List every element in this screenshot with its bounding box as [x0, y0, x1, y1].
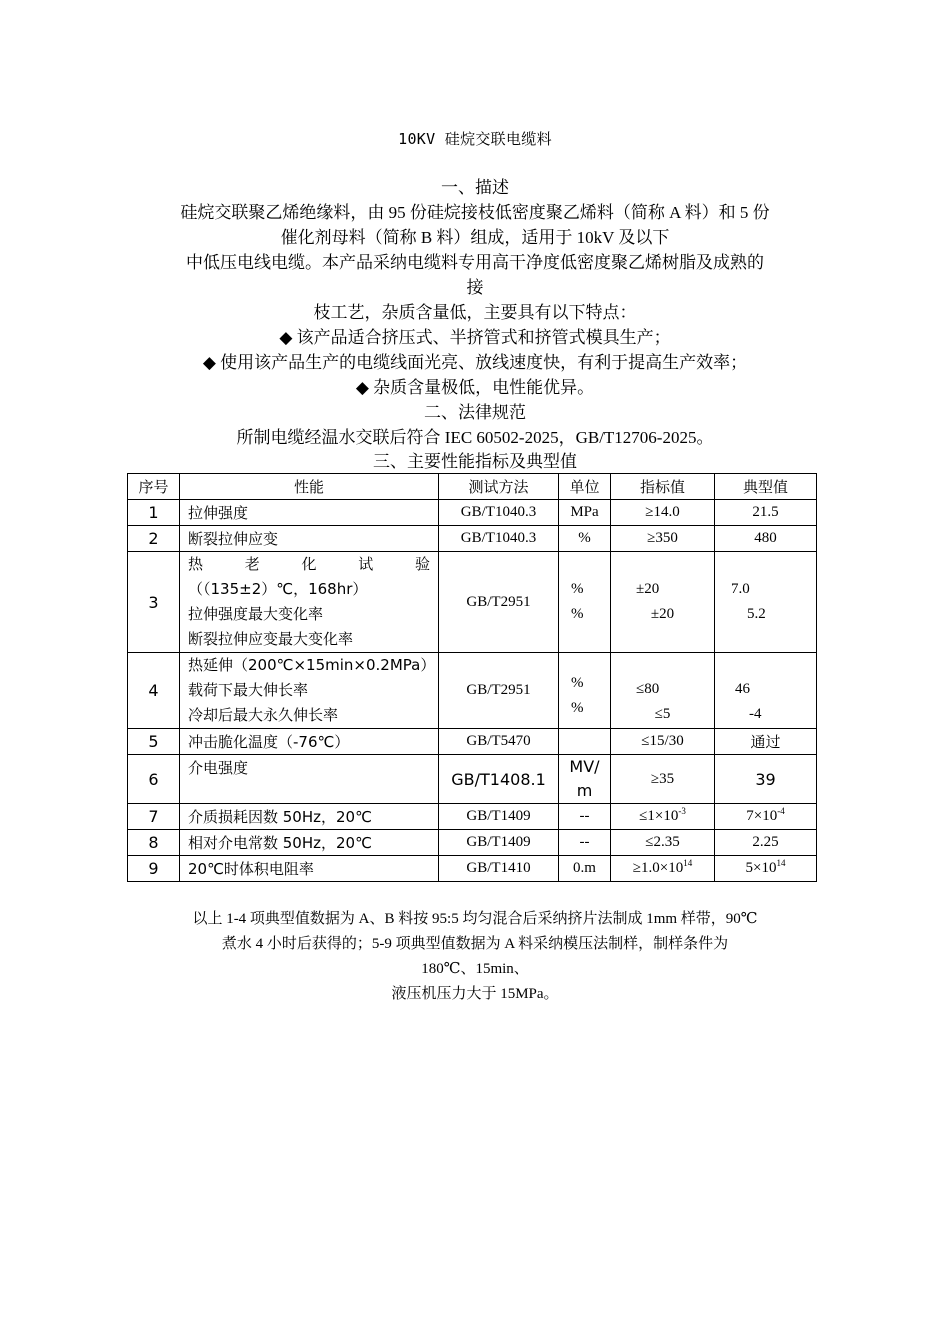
spec-value-cell: ≤15/30 — [611, 729, 715, 755]
unit-cell: -- — [559, 804, 611, 830]
typical-base: 5×10 — [745, 860, 777, 876]
method-cell: GB/T1410 — [439, 856, 559, 882]
footnote-line: 以上 1-4 项典型值数据为 A、B 料按 95:5 均匀混合后采纳挤片法制成 1mm 样带，90℃ — [192, 911, 758, 927]
header-cell: 性能 — [180, 474, 439, 500]
property-line: 载荷下最大伸长率 — [188, 681, 309, 699]
spec-value-cell: ≥35 — [611, 755, 715, 804]
unit-cell — [559, 755, 611, 804]
table-row — [128, 830, 817, 856]
row-number: 1 — [128, 500, 180, 526]
property-cell: 介质损耗因数 50Hz，20℃ — [180, 804, 439, 830]
unit-line: % — [571, 581, 584, 597]
method-cell: GB/T1408.1 — [439, 755, 559, 804]
header-cell: 典型值 — [715, 474, 817, 500]
section-heading-standards: 二、法律规范 — [424, 403, 526, 422]
property-cell: 相对介电常数 50Hz，20℃ — [180, 830, 439, 856]
description-line: 中低压电线电缆。本产品采纳电缆料专用高干净度低密度聚乙烯树脂及成熟的 — [186, 253, 764, 272]
row-number: 2 — [128, 526, 180, 552]
property-line: 断裂拉伸应变最大变化率 — [188, 630, 354, 648]
unit-line: % — [571, 606, 584, 622]
spec-value-cell — [611, 552, 715, 653]
row-number: 6 — [128, 755, 180, 804]
table-row — [128, 804, 817, 830]
typical-line: 5.2 — [747, 606, 766, 622]
row-number: 5 — [128, 729, 180, 755]
unit-line: % — [571, 699, 584, 716]
row-number: 3 — [128, 552, 180, 653]
table-row — [128, 729, 817, 755]
typical-value-cell: 480 — [715, 526, 817, 552]
unit-cell: 0.m — [559, 856, 611, 882]
property-cell — [180, 552, 439, 653]
spec-value-cell: ≥14.0 — [611, 500, 715, 526]
unit-cell — [559, 552, 611, 653]
property-cell: 拉伸强度 — [180, 500, 439, 526]
unit-cell: -- — [559, 830, 611, 856]
typical-exponent: 14 — [776, 858, 786, 868]
typical-value-cell — [715, 552, 817, 653]
typical-value-cell: 通过 — [715, 729, 817, 755]
header-cell: 指标值 — [611, 474, 715, 500]
method-cell: GB/T1409 — [439, 804, 559, 830]
row-number: 4 — [128, 653, 180, 729]
spec-value-cell — [611, 856, 715, 882]
unit-line: MV/ — [569, 757, 600, 776]
spec-line: ≤80 — [636, 680, 660, 697]
spec-base: ≤1×10 — [639, 808, 679, 824]
unit-cell: MPa — [559, 500, 611, 526]
typical-value-cell: 21.5 — [715, 500, 817, 526]
table-row — [128, 856, 817, 882]
footnote-line: 煮水 4 小时后获得的；5-9 项典型值数据为 A 料采纳模压法制样，制样条件为 — [221, 936, 729, 952]
spec-table — [127, 473, 817, 882]
description-line: 硅烷交联聚乙烯绝缘料，由 95 份硅烷接枝低密度聚乙烯料（简称 A 料）和 5 份 — [180, 203, 770, 222]
unit-cell: % — [559, 526, 611, 552]
description-line: 枝工艺，杂质含量低，主要具有以下特点： — [313, 303, 637, 322]
table-row — [128, 500, 817, 526]
document-title: 10KV 硅烷交联电缆料 — [398, 130, 552, 148]
unit-line: m — [576, 781, 593, 800]
property-line: 热延伸（200℃×15min×0.2MPa） — [188, 656, 436, 674]
method-cell: GB/T5470 — [439, 729, 559, 755]
footnote-line: 液压机压力大于 15MPa。 — [391, 986, 559, 1002]
spec-value-cell — [611, 653, 715, 729]
feature-bullet: ◆ 杂质含量极低，电性能优异。 — [355, 378, 595, 397]
property-line: 热老化试验 — [188, 555, 430, 573]
method-cell: GB/T1409 — [439, 830, 559, 856]
table-header-row — [128, 474, 817, 500]
property-cell: 20℃时体积电阻率 — [180, 856, 439, 882]
unit-cell — [559, 729, 611, 755]
typical-value-cell: 39 — [715, 755, 817, 804]
method-cell: GB/T2951 — [439, 653, 559, 729]
table-row — [128, 526, 817, 552]
table-row — [128, 653, 817, 729]
spec-value-cell: ≥350 — [611, 526, 715, 552]
header-cell: 单位 — [559, 474, 611, 500]
section-heading-specs: 三、主要性能指标及典型值 — [373, 452, 577, 471]
typical-line: -4 — [749, 705, 762, 722]
spec-base: ≥1.0×10 — [632, 860, 684, 876]
spec-exponent: -3 — [678, 806, 686, 816]
typical-base: 7×10 — [746, 808, 778, 824]
spec-line: ±20 — [636, 581, 660, 597]
method-cell: GB/T1040.3 — [439, 526, 559, 552]
spec-value-cell: ≤2.35 — [611, 830, 715, 856]
description-line: 催化剂母料（简称 B 料）组成，适用于 10kV 及以下 — [280, 228, 670, 247]
typical-line: 7.0 — [731, 581, 750, 597]
property-line: 拉伸强度最大变化率 — [188, 605, 324, 623]
method-cell: GB/T1040.3 — [439, 500, 559, 526]
spec-value-cell — [611, 804, 715, 830]
feature-bullet: ◆ 该产品适合挤压式、半挤管式和挤管式模具生产； — [279, 328, 671, 347]
feature-bullet: ◆ 使用该产品生产的电缆线面光亮、放线速度快，有利于提高生产效率； — [202, 353, 748, 372]
unit-line: % — [571, 674, 584, 691]
property-line: （（135±2）℃，168hr） — [188, 580, 368, 598]
section-heading-description: 一、描述 — [441, 178, 509, 197]
spec-line: ±20 — [650, 606, 675, 622]
standards-text: 所制电缆经温水交联后符合 IEC 60502-2025，GB/T12706-2025。 — [236, 428, 714, 447]
header-cell: 序号 — [128, 474, 180, 500]
typical-value-cell: 2.25 — [715, 830, 817, 856]
spec-line: ≤5 — [654, 705, 671, 722]
row-number: 8 — [128, 830, 180, 856]
typical-line: 46 — [735, 680, 750, 697]
table-row — [128, 755, 817, 804]
method-cell: GB/T2951 — [439, 552, 559, 653]
property-cell: 断裂拉伸应变 — [180, 526, 439, 552]
typical-exponent: -4 — [777, 806, 785, 816]
typical-value-cell — [715, 804, 817, 830]
spec-exponent: 14 — [683, 858, 693, 868]
header-cell: 测试方法 — [439, 474, 559, 500]
description-line: 接 — [466, 278, 484, 297]
table-row — [128, 552, 817, 653]
footnote-line: 180℃、15min、 — [421, 961, 529, 977]
row-number: 7 — [128, 804, 180, 830]
property-cell: 介电强度 — [180, 755, 439, 804]
property-cell: 冲击脆化温度（-76℃） — [180, 729, 439, 755]
property-line: 冷却后最大永久伸长率 — [188, 706, 339, 724]
row-number: 9 — [128, 856, 180, 882]
typical-value-cell — [715, 856, 817, 882]
unit-cell — [559, 653, 611, 729]
typical-value-cell — [715, 653, 817, 729]
property-cell — [180, 653, 439, 729]
